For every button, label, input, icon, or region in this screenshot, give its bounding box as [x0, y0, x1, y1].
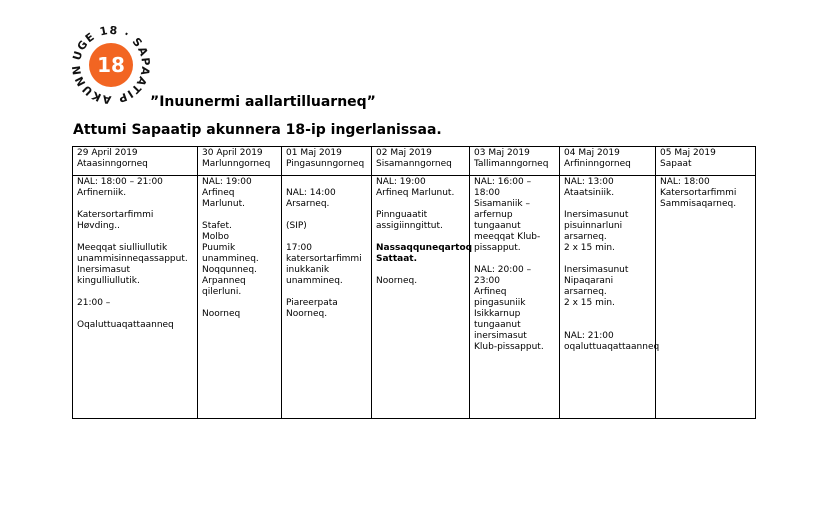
activity-line: Nipaqarani: [564, 276, 614, 286]
activity-line: [376, 232, 465, 243]
logo-ring-text: GE 18 · SA ATIP AKUN: [72, 26, 150, 104]
day-date: 02 Maj 2019: [376, 148, 432, 158]
activity-line: NAL: 21:00: [564, 331, 614, 341]
activity-line: Inersimasunut: [564, 265, 629, 275]
activity-line: meeqqat Klub-: [474, 232, 541, 242]
day-weekday: Pingasunngorneq: [286, 159, 365, 169]
activity-line: NAL: 13:00: [564, 177, 614, 187]
activity-line: Isikkarnup: [474, 309, 521, 319]
activity-line: kingulliullutik.: [77, 276, 140, 286]
activity-line: Noqqunneq.: [202, 265, 257, 275]
day-date: 29 April 2019: [77, 148, 138, 158]
activity-line: NAL: 18:00 – 21:00: [77, 177, 163, 187]
activity-line: [286, 232, 367, 243]
activity-line: NAL: 19:00: [376, 177, 426, 187]
activity-line: Puumik: [202, 243, 236, 253]
activity-line: [202, 298, 277, 309]
activity-line: unammineq.: [286, 276, 343, 286]
activity-line: oqaluttuaqattaanneq: [564, 342, 660, 352]
activity-line: arsarneq.: [564, 232, 607, 242]
activity-line: assigiinngittut.: [376, 221, 443, 231]
day-header: [372, 147, 470, 176]
activity-line: Inersimasunut: [564, 210, 629, 220]
activity-line: [564, 254, 651, 265]
day-header: [470, 147, 560, 176]
activity-line: Marlunut.: [202, 199, 245, 209]
activity-line: Høvding..: [77, 221, 120, 231]
activity-line: [376, 265, 465, 276]
activity-line: Ataatsiniik.: [564, 188, 615, 198]
activity-line: Noorneq.: [286, 309, 328, 319]
weekly-schedule-table: [72, 146, 756, 419]
activity-line: tungaanut: [474, 320, 521, 330]
activity-line: [202, 210, 277, 221]
day-header: [560, 147, 656, 176]
day-weekday: Marlunngorneq: [202, 159, 271, 169]
activity-line: 18:00: [474, 188, 500, 198]
activity-line: [77, 199, 193, 210]
day-date: 03 Maj 2019: [474, 148, 530, 158]
day-header: [73, 147, 198, 176]
day-activities: [560, 176, 660, 419]
activity-line: [376, 199, 465, 210]
activity-line: NAL: 14:00: [286, 188, 336, 198]
activity-line: unammineq.: [202, 254, 259, 264]
day-date: 30 April 2019: [202, 148, 263, 158]
activity-line: [564, 320, 651, 331]
activity-line: Meeqqat siulliullutik: [77, 243, 168, 253]
activity-line: [474, 254, 555, 265]
activity-line: Arfineq Marlunut.: [376, 188, 455, 198]
activity-line: Oqaluttuaqattaanneq: [77, 320, 174, 330]
activity-line: Klub-pissapput.: [474, 342, 544, 352]
table-activities-row: [73, 176, 756, 419]
activity-line: Arfineq: [474, 287, 507, 297]
activity-line: inersimasut: [474, 331, 527, 341]
activity-line: 17:00: [286, 243, 312, 253]
day-weekday: Sisamanngorneq: [376, 159, 452, 169]
activity-line: NAL: 19:00: [202, 177, 252, 187]
activity-line: [77, 232, 193, 243]
activity-line: Sattaat.: [376, 254, 418, 264]
day-header: [198, 147, 282, 176]
activity-line: NAL: 20:00 –: [474, 265, 532, 275]
subtitle: ”Inuunermi aallartilluarneq”: [150, 94, 376, 110]
activity-line: Molbo: [202, 232, 229, 242]
activity-line: Pinnguaatit: [376, 210, 428, 220]
day-date: 01 Maj 2019: [286, 148, 342, 158]
day-weekday: Sapaat: [660, 159, 692, 169]
activity-line: Katersortarfimmi: [77, 210, 154, 220]
activity-line: Arfinerniik.: [77, 188, 127, 198]
activity-line: NAL: 16:00 –: [474, 177, 532, 187]
activity-line: Arsarneq.: [286, 199, 330, 209]
page-title: Attumi Sapaatip akunnera 18-ip ingerlanissaa.: [73, 122, 442, 138]
activity-line: katersortarfimmi: [286, 254, 362, 264]
activity-line: tungaanut: [474, 221, 521, 231]
activity-line: Sammisaqarneq.: [660, 199, 737, 209]
activity-line: [286, 287, 367, 298]
activity-line: 21:00 –: [77, 298, 111, 308]
activity-line: Arpanneq: [202, 276, 246, 286]
activity-line: [77, 309, 193, 320]
activity-line: 2 x 15 min.: [564, 243, 615, 253]
activity-line: (SIP): [286, 221, 307, 231]
day-activities: [282, 176, 372, 419]
activity-line: inukkanik: [286, 265, 330, 275]
activity-line: pisuinnarluni: [564, 221, 623, 231]
day-header: [656, 147, 756, 176]
activity-line: Noorneq.: [376, 276, 418, 286]
activity-line: Inersimasut: [77, 265, 130, 275]
day-activities: [470, 176, 560, 419]
activity-line: Piareerpata: [286, 298, 338, 308]
logo-center-number: 18: [97, 53, 125, 77]
day-activities: [372, 176, 473, 419]
activity-line: [564, 309, 651, 320]
activity-line: [286, 210, 367, 221]
activity-line: Arfineq: [202, 188, 235, 198]
activity-line: Noorneq: [202, 309, 241, 319]
activity-line: unammisinneqassapput.: [77, 254, 188, 264]
activity-line: pingasuniik: [474, 298, 526, 308]
day-weekday: Ataasinngorneq: [77, 159, 148, 169]
table-header-row: [73, 147, 756, 176]
day-header: [282, 147, 372, 176]
day-date: 04 Maj 2019: [564, 148, 620, 158]
activity-line: pissapput.: [474, 243, 521, 253]
activity-line: Katersortarfimmi: [660, 188, 737, 198]
day-activities: [73, 176, 198, 419]
activity-line: arfernup: [474, 210, 513, 220]
activity-line: NAL: 18:00: [660, 177, 710, 187]
activity-line: qilerluni.: [202, 287, 242, 297]
activity-line: [286, 177, 367, 188]
activity-line: 2 x 15 min.: [564, 298, 615, 308]
activity-line: Stafet.: [202, 221, 232, 231]
day-date: 05 Maj 2019: [660, 148, 716, 158]
activity-line: [564, 199, 651, 210]
activity-line: Nassaqquneqartoq: [376, 243, 473, 253]
day-weekday: Tallimanngorneq: [474, 159, 549, 169]
activity-line: [77, 287, 193, 298]
activity-line: 23:00: [474, 276, 500, 286]
day-activities: [656, 176, 756, 419]
activity-line: arsarneq.: [564, 287, 607, 297]
uge-18-logo: [72, 26, 150, 104]
day-activities: [198, 176, 282, 419]
day-weekday: Arfininngorneq: [564, 159, 631, 169]
activity-line: Sisamaniik –: [474, 199, 530, 209]
